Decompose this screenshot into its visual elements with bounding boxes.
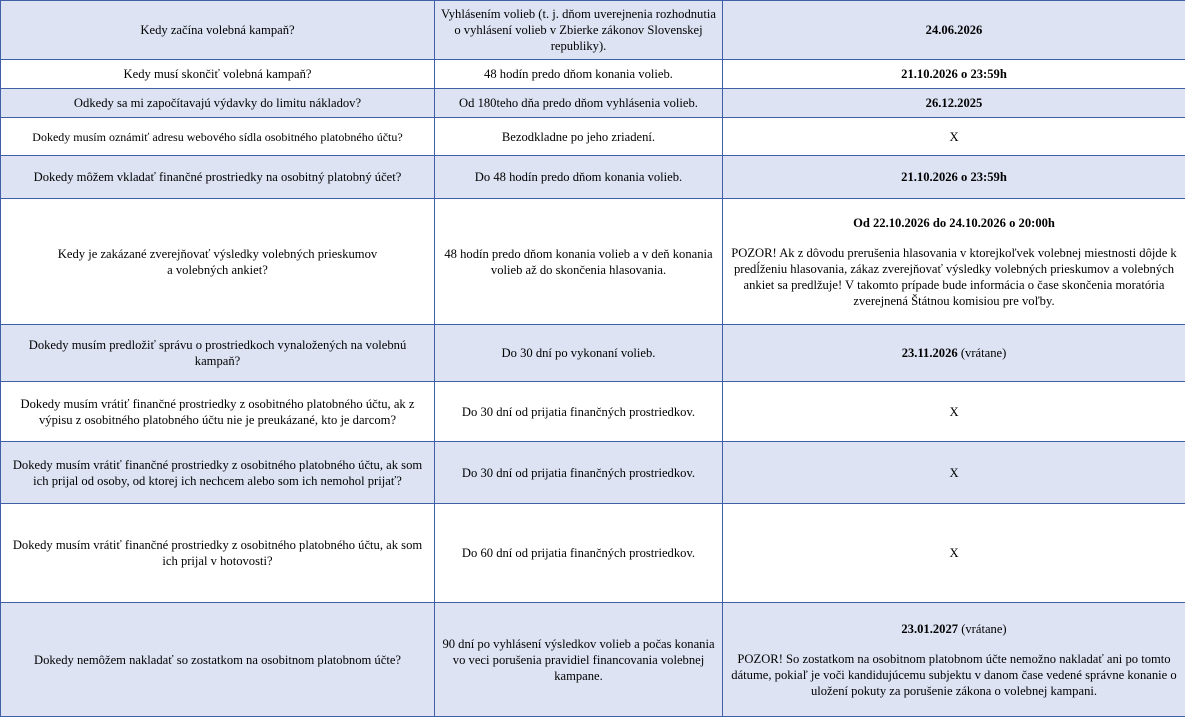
date-cell: 24.06.2026 [723, 1, 1185, 60]
warning-note: POZOR! Ak z dôvodu prerušenia hlasovania v ktorejkoľvek volebnej miestnosti dôjde k predĺženiu hlasovania, zákaz zverejňovať výsledky volebných prieskumov a volebných ankiet sa predlžuje! V takomto prípade bude informácia o čase skončenia moratória zverejnená Štátnou komisiou pre voľby. [728, 245, 1180, 309]
question-cell [1, 199, 435, 325]
date-cell: 21.10.2026 o 23:59h [723, 60, 1185, 89]
date-cell: 26.12.2025 [723, 89, 1185, 118]
date-cell: 21.10.2026 o 23:59h [723, 156, 1185, 199]
question-line: Kedy je zakázané zverejňovať výsledky volebných prieskumov [6, 246, 429, 262]
date-value: 23.01.2027 [901, 622, 958, 636]
rule-cell: 90 dní po vyhlásení výsledkov volieb a počas konania vo veci porušenia pravidiel financovania volebnej kampane. [435, 603, 723, 717]
rule-cell: Vyhlásením volieb (t. j. dňom uverejnenia rozhodnutia o vyhlásení volieb v Zbierke zákonov Slovenskej republiky). [435, 1, 723, 60]
question-cell: Dokedy musím predložiť správu o prostriedkoch vynaložených na volebnú kampaň? [1, 325, 435, 382]
rule-cell: Do 30 dní od prijatia finančných prostriedkov. [435, 442, 723, 504]
table-row [1, 60, 1185, 89]
table-row [1, 504, 1185, 603]
question-cell: Dokedy musím vrátiť finančné prostriedky z osobitného platobného účtu, ak som ich prijal v hotovosti? [1, 504, 435, 603]
question-cell: Kedy musí skončiť volebná kampaň? [1, 60, 435, 89]
question-cell: Dokedy musím oznámiť adresu webového sídla osobitného platobného účtu? [1, 118, 435, 156]
table-row [1, 118, 1185, 156]
question-cell: Dokedy nemôžem nakladať so zostatkom na osobitnom platobnom účte? [1, 603, 435, 717]
question-cell: Dokedy musím vrátiť finančné prostriedky z osobitného platobného účtu, ak z výpisu z osobitného platobného účtu nie je preukázané, kto je darcom? [1, 382, 435, 442]
date-cell: X [723, 504, 1185, 603]
question-cell: Dokedy musím vrátiť finančné prostriedky z osobitného platobného účtu, ak som ich prijal od osoby, od ktorej ich nechcem alebo som ich nemohol prijať? [1, 442, 435, 504]
date-cell [723, 325, 1185, 382]
question-cell: Odkedy sa mi započítavajú výdavky do limitu nákladov? [1, 89, 435, 118]
date-value: 23.11.2026 [902, 346, 958, 360]
date-cell [723, 603, 1185, 717]
table-row [1, 442, 1185, 504]
date-suffix: (vrátane) [961, 346, 1006, 360]
rule-cell: Do 48 hodín predo dňom konania volieb. [435, 156, 723, 199]
date-value: Od 22.10.2026 do 24.10.2026 o 20:00h [728, 215, 1180, 231]
date-cell: X [723, 118, 1185, 156]
table-row [1, 1, 1185, 60]
question-cell: Dokedy môžem vkladať finančné prostriedky na osobitný platobný účet? [1, 156, 435, 199]
rule-cell: 48 hodín predo dňom konania volieb a v deň konania volieb až do skončenia hlasovania. [435, 199, 723, 325]
table-row [1, 199, 1185, 325]
rule-cell: Do 60 dní od prijatia finančných prostriedkov. [435, 504, 723, 603]
date-cell [723, 199, 1185, 325]
question-cell: Kedy začína volebná kampaň? [1, 1, 435, 60]
rule-cell: Do 30 dní od prijatia finančných prostriedkov. [435, 382, 723, 442]
rule-cell: Bezodkladne po jeho zriadení. [435, 118, 723, 156]
table-row [1, 603, 1185, 717]
rule-cell: Do 30 dní po vykonaní volieb. [435, 325, 723, 382]
date-cell: X [723, 442, 1185, 504]
date-cell: X [723, 382, 1185, 442]
warning-note: POZOR! So zostatkom na osobitnom platobnom účte nemožno nakladať ani po tomto dátume, pokiaľ je voči kandidujúcemu subjektu v danom čase vedené správne konanie o uložení pokuty za porušenie zákona o volebnej kampani. [728, 651, 1180, 699]
table-row [1, 156, 1185, 199]
table-row [1, 89, 1185, 118]
question-line: a volebných ankiet? [6, 262, 429, 278]
table-row [1, 382, 1185, 442]
rule-cell: 48 hodín predo dňom konania volieb. [435, 60, 723, 89]
date-suffix: (vrátane) [961, 622, 1006, 636]
rule-cell: Od 180teho dňa predo dňom vyhlásenia volieb. [435, 89, 723, 118]
table-row [1, 325, 1185, 382]
